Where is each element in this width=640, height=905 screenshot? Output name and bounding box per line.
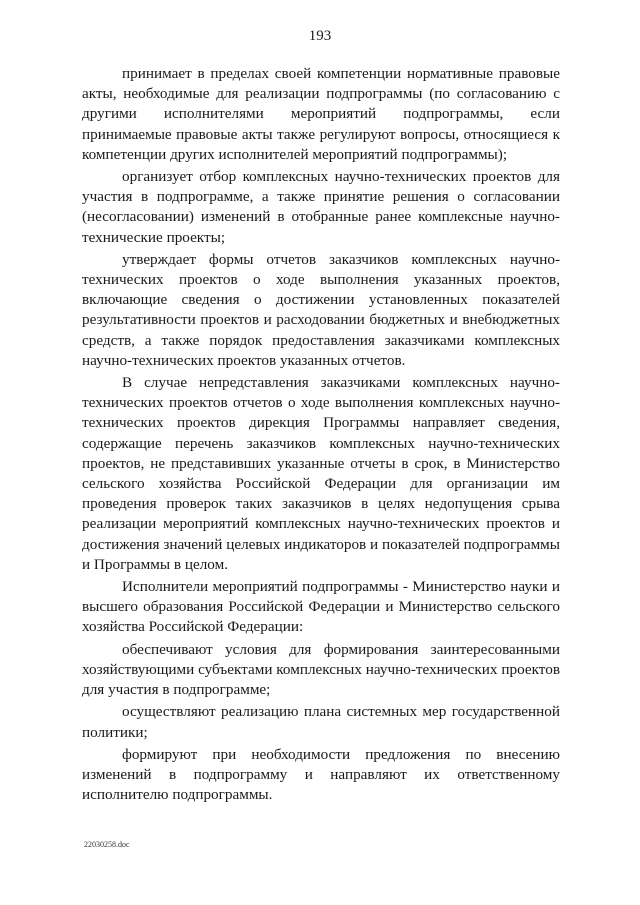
paragraph: В случае непредставления заказчиками комплексных научно-технических проектов отчетов о ходе выполнения комплексных научно-технических проектов дирекция Программы направляет сведения, содержащие перечень заказчиков комплексных научно-технических проектов, не представивших указанные отчеты в срок, в Министерство сельского хозяйства Российской Федерации для организации им проведения проверок таких заказчиков в целях недопущения срыва реализации мероприятий комплексных научно-технических проектов и достижения значений целевых индикаторов и показателей подпрограммы и Программы в целом. — [82, 374, 560, 573]
paragraph: осуществляют реализацию плана системных мер государственной политики; — [82, 703, 560, 741]
paragraph: обеспечивают условия для формирования заинтересованными хозяйствующими субъектами комплексных научно-технических проектов для участия в подпрограмме; — [82, 640, 560, 699]
document-body — [82, 64, 560, 807]
paragraph: формируют при необходимости предложения по внесению изменений в подпрограмму и направляют их ответственному исполнителю подпрограммы. — [82, 745, 560, 804]
footer-file-code: 22030258.doc — [84, 840, 130, 849]
paragraph: организует отбор комплексных научно-технических проектов для участия в подпрограмме, а также принятие решения о согласовании (несогласовании) изменений в отобранные ранее комплексные научно-технические проекты; — [82, 168, 560, 246]
paragraph: утверждает формы отчетов заказчиков комплексных научно-технических проектов о ходе выполнения указанных проектов, включающие сведения о достижении установленных показателей результативности проектов и расходовании бюджетных и внебюджетных средств, а также порядок предоставления заказчиками комплексных научно-технических проектов указанных отчетов. — [82, 250, 560, 369]
paragraph: принимает в пределах своей компетенции нормативные правовые акты, необходимые для реализации подпрограммы (по согласованию с другими исполнителями мероприятий подпрограммы, если принимаемые правовые акты также регулируют вопросы, относящиеся к компетенции других исполнителей мероприятий подпрограммы); — [82, 65, 560, 163]
page-number: 193 — [308, 28, 332, 44]
paragraph: Исполнители мероприятий подпрограммы - Министерство науки и высшего образования Российской Федерации и Министерство сельского хозяйства Российской Федерации: — [82, 578, 560, 636]
